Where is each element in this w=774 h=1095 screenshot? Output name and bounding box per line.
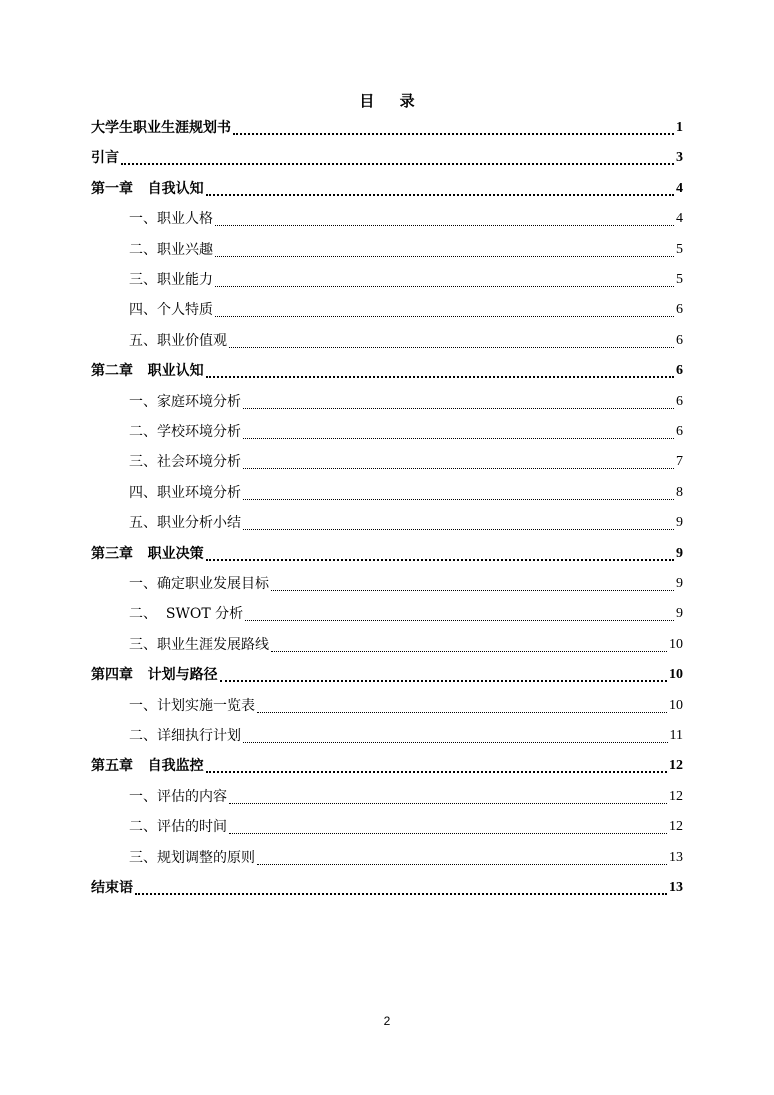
dot-leader bbox=[243, 721, 668, 751]
toc-section-entry[interactable] bbox=[91, 630, 683, 660]
toc-entry-title: 结束语 bbox=[91, 880, 133, 896]
toc-entry-page: 6 bbox=[676, 393, 683, 409]
dot-leader bbox=[206, 751, 667, 781]
dot-leader bbox=[215, 295, 674, 325]
toc-entry-title: 二、评估的时间 bbox=[129, 819, 227, 836]
toc-entry-title: 第三章 职业决策 bbox=[91, 545, 204, 562]
toc-entry-title: 一、家庭环境分析 bbox=[129, 393, 241, 410]
toc-entry-title: 二、 SWOT 分析 bbox=[129, 606, 244, 623]
dot-leader bbox=[135, 873, 667, 903]
toc-section-entry[interactable] bbox=[91, 508, 683, 538]
toc-entry-page: 6 bbox=[676, 332, 683, 348]
dot-leader bbox=[206, 356, 674, 386]
toc-chapter-entry[interactable] bbox=[91, 356, 683, 386]
toc-section-entry[interactable] bbox=[91, 843, 683, 873]
toc-chapter-entry[interactable] bbox=[91, 143, 683, 173]
toc-entry-page: 6 bbox=[676, 302, 683, 318]
toc-entry-page: 4 bbox=[676, 180, 683, 196]
toc-entry-page: 7 bbox=[676, 454, 683, 470]
dot-leader bbox=[245, 599, 674, 629]
toc-entry-title: 第一章 自我认知 bbox=[91, 180, 204, 197]
dot-leader bbox=[243, 508, 674, 538]
toc-entry-page: 1 bbox=[676, 120, 683, 135]
toc-chapter-entry[interactable] bbox=[91, 873, 683, 903]
dot-leader bbox=[229, 812, 667, 842]
toc-entry-title: 五、职业分析小结 bbox=[129, 515, 241, 532]
toc-entry-title: 第五章 自我监控 bbox=[91, 758, 204, 775]
dot-leader bbox=[215, 235, 674, 265]
toc-chapter-entry[interactable] bbox=[91, 751, 683, 781]
toc-entry-page: 13 bbox=[669, 849, 683, 865]
toc-entry-page: 12 bbox=[669, 758, 683, 774]
toc-entry-page: 9 bbox=[676, 545, 683, 561]
toc-section-entry[interactable] bbox=[91, 447, 683, 477]
toc-section-entry[interactable] bbox=[91, 295, 683, 325]
dot-leader bbox=[229, 782, 667, 812]
dot-leader bbox=[215, 265, 674, 295]
toc-entry-title: 引言 bbox=[91, 150, 119, 167]
toc-section-entry[interactable] bbox=[91, 204, 683, 234]
dot-leader bbox=[271, 630, 667, 660]
toc-section-entry[interactable] bbox=[91, 417, 683, 447]
toc-chapter-entry[interactable] bbox=[91, 113, 683, 143]
toc-entry-title: 二、学校环境分析 bbox=[129, 424, 241, 440]
dot-leader bbox=[243, 447, 674, 477]
toc-entry-title: 一、确定职业发展目标 bbox=[129, 576, 269, 592]
toc-section-entry[interactable] bbox=[91, 782, 683, 812]
dot-leader bbox=[229, 326, 674, 356]
toc-section-entry[interactable] bbox=[91, 721, 683, 751]
toc-entry-page: 6 bbox=[676, 363, 683, 379]
toc-entry-title: 四、个人特质 bbox=[129, 302, 213, 319]
toc-entry-title: 一、职业人格 bbox=[129, 211, 213, 228]
toc-entry-title: 三、规划调整的原则 bbox=[129, 849, 255, 866]
toc-chapter-entry[interactable] bbox=[91, 539, 683, 569]
toc-entry-title: 四、职业环境分析 bbox=[129, 484, 241, 501]
toc-section-entry[interactable] bbox=[91, 599, 683, 629]
toc-entry-title: 三、社会环境分析 bbox=[129, 454, 241, 471]
dot-leader bbox=[206, 539, 674, 569]
toc-section-entry[interactable] bbox=[91, 235, 683, 265]
dot-leader bbox=[215, 204, 674, 234]
toc-entry-title: 大学生职业生涯规划书 bbox=[91, 120, 231, 136]
toc-entry-title: 五、职业价值观 bbox=[129, 332, 227, 349]
toc-entry-page: 10 bbox=[669, 697, 683, 713]
toc-entry-page: 12 bbox=[669, 788, 683, 804]
toc-entry-page: 10 bbox=[669, 636, 683, 652]
toc-entry-page: 12 bbox=[669, 819, 683, 835]
toc-entry-page: 10 bbox=[669, 667, 683, 683]
toc-entry-title: 二、详细执行计划 bbox=[129, 728, 241, 744]
toc-entry-title: 一、计划实施一览表 bbox=[129, 697, 255, 714]
toc-entry-page: 9 bbox=[676, 515, 683, 531]
dot-leader bbox=[257, 691, 667, 721]
toc-entry-page: 5 bbox=[676, 241, 683, 257]
toc-entry-title: 二、职业兴趣 bbox=[129, 241, 213, 258]
toc-section-entry[interactable] bbox=[91, 691, 683, 721]
dot-leader bbox=[243, 387, 674, 417]
toc-entry-page: 9 bbox=[676, 576, 683, 591]
dot-leader bbox=[233, 113, 674, 143]
toc-section-entry[interactable] bbox=[91, 812, 683, 842]
dot-leader bbox=[271, 569, 674, 599]
toc-entry-title: 第四章 计划与路径 bbox=[91, 667, 218, 684]
dot-leader bbox=[206, 174, 674, 204]
toc-section-entry[interactable] bbox=[91, 387, 683, 417]
toc-section-entry[interactable] bbox=[91, 326, 683, 356]
toc-entry-page: 8 bbox=[676, 484, 683, 500]
dot-leader bbox=[257, 843, 667, 873]
toc-entry-page: 3 bbox=[676, 150, 683, 166]
toc-chapter-entry[interactable] bbox=[91, 660, 683, 690]
dot-leader bbox=[121, 143, 674, 173]
toc-entry-title: 三、职业生涯发展路线 bbox=[129, 636, 269, 653]
toc-entry-page: 6 bbox=[676, 424, 683, 439]
toc-section-entry[interactable] bbox=[91, 265, 683, 295]
toc-entry-title: 第二章 职业认知 bbox=[91, 363, 204, 380]
toc-entry-title: 三、职业能力 bbox=[129, 272, 213, 288]
toc-section-entry[interactable] bbox=[91, 569, 683, 599]
dot-leader bbox=[243, 478, 674, 508]
toc-entry-page: 13 bbox=[669, 880, 683, 895]
toc-entry-page: 9 bbox=[676, 606, 683, 622]
toc-entry-page: 4 bbox=[676, 211, 683, 227]
page-number: 2 bbox=[383, 1014, 391, 1028]
dot-leader bbox=[220, 660, 667, 690]
toc-entry-page: 5 bbox=[676, 272, 683, 287]
toc-entry-title: 一、评估的内容 bbox=[129, 788, 227, 805]
dot-leader bbox=[243, 417, 674, 447]
toc-chapter-entry[interactable] bbox=[91, 174, 683, 204]
toc-title: 目 录 bbox=[359, 92, 425, 110]
toc-entry-page: 11 bbox=[669, 728, 683, 743]
toc-section-entry[interactable] bbox=[91, 478, 683, 508]
